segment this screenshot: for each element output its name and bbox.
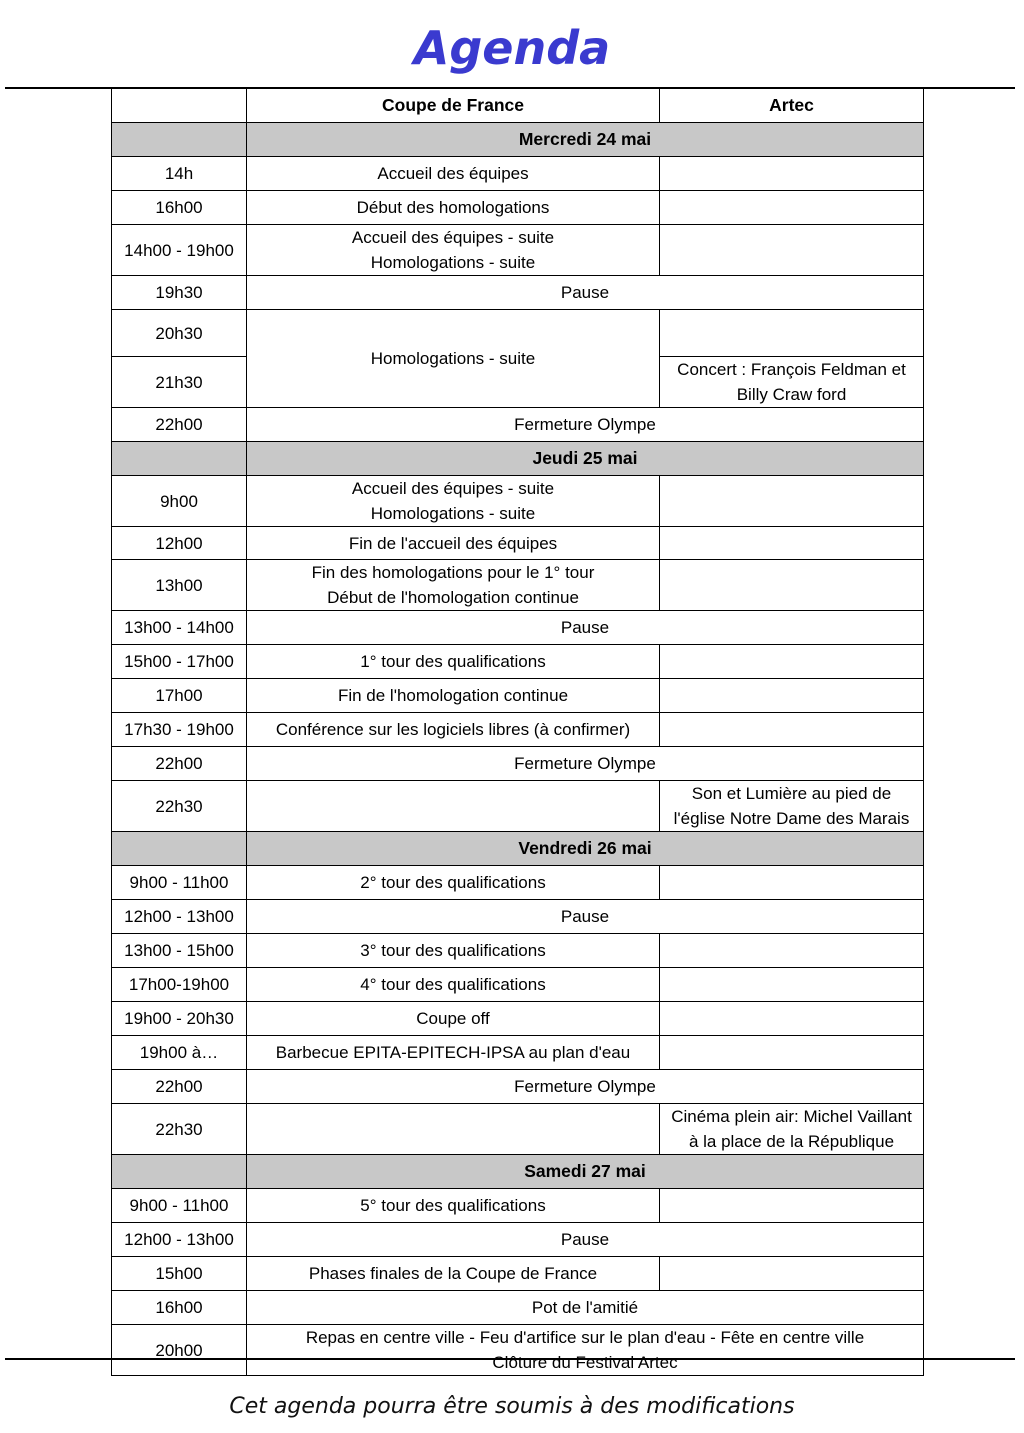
table-row (112, 191, 924, 225)
table-row (112, 934, 924, 968)
time-cell: 19h00 à… (112, 1036, 247, 1070)
table-row (112, 225, 924, 276)
time-cell: 12h00 - 13h00 (112, 900, 247, 934)
span-cell (247, 1291, 924, 1325)
time-cell: 17h30 - 19h00 (112, 713, 247, 747)
coupe-text: Conférence sur les logiciels libres (à confirmer) (275, 720, 631, 739)
coupe-text: 1° tour des qualifications (360, 652, 546, 671)
table-row (112, 1070, 924, 1104)
time-cell: 22h00 (112, 408, 247, 442)
artec-cell (660, 357, 924, 408)
time-cell: 12h00 - 13h00 (112, 1223, 247, 1257)
time-cell: 9h00 - 11h00 (112, 1189, 247, 1223)
header-row (112, 89, 924, 123)
artec-text: l'église Notre Dame des Marais (673, 809, 910, 828)
coupe-text: Fin de l'homologation continue (337, 686, 569, 705)
coupe-cell (247, 476, 660, 527)
artec-text: Son et Lumière au pied de (691, 784, 892, 803)
span-text: Clôture du Festival Artec (492, 1353, 678, 1372)
header-artec-cell: Artec (660, 89, 924, 123)
coupe-cell (247, 191, 660, 225)
day-header-blank (112, 123, 247, 157)
day-header-blank (112, 442, 247, 476)
artec-cell (660, 781, 924, 832)
day-header-row (112, 442, 924, 476)
span-text: Pause (560, 1230, 610, 1249)
coupe-cell (247, 310, 660, 408)
table-row (112, 1104, 924, 1155)
artec-cell (660, 310, 924, 357)
coupe-text: Barbecue EPITA-EPITECH-IPSA au plan d'eau (275, 1043, 631, 1062)
coupe-cell (247, 225, 660, 276)
table-row (112, 968, 924, 1002)
artec-text: Concert : François Feldman et (677, 360, 906, 379)
table-row (112, 527, 924, 560)
page-title: Agenda (413, 21, 611, 75)
table-row (112, 560, 924, 611)
table-row (112, 1325, 924, 1376)
span-text: Repas en centre ville - Feu d'artifice sur le plan d'eau - Fête en centre ville (305, 1328, 865, 1347)
span-cell (247, 1223, 924, 1257)
time-cell: 22h00 (112, 1070, 247, 1104)
table-row (112, 1257, 924, 1291)
span-cell (247, 408, 924, 442)
artec-cell (660, 157, 924, 191)
table-row (112, 900, 924, 934)
time-cell: 15h00 - 17h00 (112, 645, 247, 679)
agenda-table (111, 88, 924, 1376)
span-text: Pot de l'amitié (531, 1298, 639, 1317)
coupe-text: Début de l'homologation continue (327, 588, 579, 607)
span-cell (247, 900, 924, 934)
time-cell: 13h00 - 14h00 (112, 611, 247, 645)
span-cell (247, 611, 924, 645)
artec-cell (660, 476, 924, 527)
span-cell (247, 1070, 924, 1104)
time-cell: 17h00-19h00 (112, 968, 247, 1002)
coupe-text: Accueil des équipes - suite (351, 228, 555, 247)
span-text: Pause (560, 907, 610, 926)
table-row (112, 310, 924, 357)
artec-cell (660, 1257, 924, 1291)
coupe-cell (247, 527, 660, 560)
time-cell: 19h00 - 20h30 (112, 1002, 247, 1036)
day-header-blank (112, 1155, 247, 1189)
day-title: Jeudi 25 mai (247, 442, 924, 476)
span-text: Pause (560, 618, 610, 637)
artec-cell (660, 713, 924, 747)
time-cell: 14h00 - 19h00 (112, 225, 247, 276)
artec-cell (660, 1002, 924, 1036)
table-row (112, 1189, 924, 1223)
day-header-row (112, 1155, 924, 1189)
artec-cell (660, 968, 924, 1002)
time-cell: 20h30 (112, 310, 247, 357)
coupe-text: Homologations - suite (370, 504, 536, 523)
artec-cell (660, 1036, 924, 1070)
coupe-text: Accueil des équipes - suite (351, 479, 555, 498)
coupe-cell (247, 679, 660, 713)
artec-text: Cinéma plein air: Michel Vaillant (671, 1107, 912, 1126)
artec-cell (660, 934, 924, 968)
time-cell: 22h30 (112, 1104, 247, 1155)
coupe-text: 3° tour des qualifications (360, 941, 546, 960)
coupe-cell (247, 157, 660, 191)
coupe-cell (247, 713, 660, 747)
day-header-blank (112, 832, 247, 866)
day-title: Mercredi 24 mai (247, 123, 924, 157)
table-row (112, 781, 924, 832)
artec-cell (660, 1189, 924, 1223)
span-cell (247, 1325, 924, 1376)
span-text: Fermeture Olympe (514, 415, 656, 434)
coupe-cell (247, 645, 660, 679)
table-row (112, 866, 924, 900)
coupe-cell (247, 866, 660, 900)
coupe-cell (247, 968, 660, 1002)
table-row (112, 1036, 924, 1070)
artec-cell (660, 679, 924, 713)
time-cell: 12h00 (112, 527, 247, 560)
artec-cell (660, 1104, 924, 1155)
time-cell: 21h30 (112, 357, 247, 408)
coupe-text: Homologations - suite (370, 253, 536, 272)
time-cell: 9h00 - 11h00 (112, 866, 247, 900)
artec-cell (660, 527, 924, 560)
time-cell: 19h30 (112, 276, 247, 310)
time-cell: 13h00 - 15h00 (112, 934, 247, 968)
coupe-cell (247, 1257, 660, 1291)
coupe-cell (247, 934, 660, 968)
time-cell: 22h30 (112, 781, 247, 832)
coupe-text: 4° tour des qualifications (360, 975, 546, 994)
artec-cell (660, 225, 924, 276)
coupe-text: 5° tour des qualifications (360, 1196, 546, 1215)
time-cell: 22h00 (112, 747, 247, 781)
artec-text: à la place de la République (688, 1132, 895, 1151)
coupe-cell (247, 1104, 660, 1155)
coupe-cell (247, 560, 660, 611)
table-row (112, 276, 924, 310)
artec-cell (660, 866, 924, 900)
bottom-divider (5, 1358, 1015, 1360)
artec-text: Billy Craw ford (736, 385, 847, 404)
time-cell: 16h00 (112, 1291, 247, 1325)
table-row (112, 157, 924, 191)
coupe-text: Fin de l'accueil des équipes (348, 533, 558, 553)
table-row (112, 747, 924, 781)
coupe-text: Début des homologations (356, 198, 550, 217)
day-title: Vendredi 26 mai (247, 832, 924, 866)
time-cell: 20h00 (112, 1325, 247, 1376)
day-header-row (112, 832, 924, 866)
coupe-cell (247, 781, 660, 832)
span-text: Pause (560, 283, 610, 302)
footer-note: Cet agenda pourra être soumis à des modifications (229, 1394, 795, 1419)
coupe-cell (247, 1002, 660, 1036)
time-cell: 15h00 (112, 1257, 247, 1291)
table-row (112, 611, 924, 645)
span-text: Fermeture Olympe (514, 754, 656, 773)
table-row (112, 679, 924, 713)
coupe-text: Homologations - suite (370, 349, 536, 368)
artec-cell (660, 645, 924, 679)
span-cell (247, 747, 924, 781)
time-cell: 17h00 (112, 679, 247, 713)
coupe-text: Fin des homologations pour le 1° tour (311, 563, 595, 582)
table-row (112, 1223, 924, 1257)
day-header-row (112, 123, 924, 157)
table-row (112, 1002, 924, 1036)
table-row (112, 476, 924, 527)
coupe-text: Accueil des équipes (377, 164, 529, 183)
header-coupe-cell: Coupe de France (247, 89, 660, 123)
span-text: Fermeture Olympe (514, 1077, 656, 1096)
time-cell: 16h00 (112, 191, 247, 225)
time-cell: 13h00 (112, 560, 247, 611)
coupe-text: Coupe off (416, 1009, 490, 1028)
artec-cell (660, 560, 924, 611)
header-time-cell (112, 89, 247, 123)
coupe-text: 2° tour des qualifications (360, 873, 546, 892)
table-row (112, 1291, 924, 1325)
time-cell: 14h (112, 157, 247, 191)
day-title: Samedi 27 mai (247, 1155, 924, 1189)
table-row (112, 408, 924, 442)
artec-cell (660, 191, 924, 225)
coupe-cell (247, 1189, 660, 1223)
coupe-text: Phases finales de la Coupe de France (308, 1264, 598, 1283)
time-cell: 9h00 (112, 476, 247, 527)
table-row (112, 713, 924, 747)
coupe-cell (247, 1036, 660, 1070)
table-row (112, 645, 924, 679)
span-cell (247, 276, 924, 310)
